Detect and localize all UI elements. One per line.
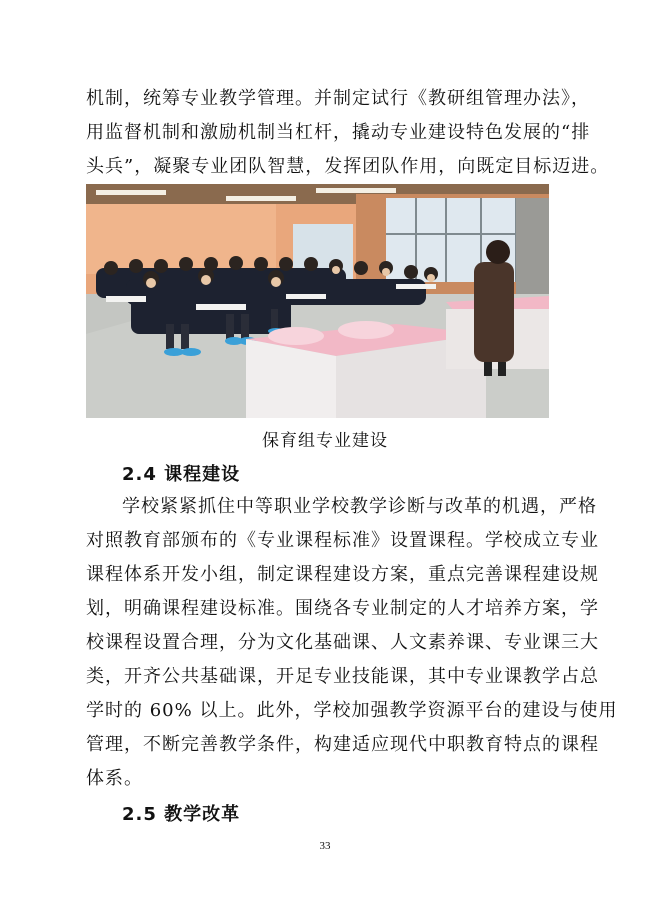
classroom-photo bbox=[86, 184, 549, 418]
text-line: 管理，不断完善教学条件，构建适应现代中职教育特点的课程 bbox=[86, 734, 599, 755]
photo-caption: 保育组专业建设 bbox=[262, 431, 388, 451]
text-line: 校课程设置合理，分为文化基础课、人文素养课、专业课三大 bbox=[86, 632, 599, 653]
text-line: 学校紧紧抓住中等职业学校教学诊断与改革的机遇，严格 bbox=[122, 496, 597, 517]
section-heading-2-5: 2.5 教学改革 bbox=[122, 804, 241, 825]
text-line: 划，明确课程建设标准。围绕各专业制定的人才培养方案，学 bbox=[86, 598, 599, 619]
paragraph-2-4 bbox=[86, 490, 618, 796]
text-line: 对照教育部颁布的《专业课程标准》设置课程。学校成立专业 bbox=[86, 530, 599, 551]
text-line: 机制，统筹专业教学管理。并制定试行《教研组管理办法》， bbox=[86, 88, 590, 109]
page-number: 33 bbox=[319, 840, 331, 852]
text-line: 课程体系开发小组，制定课程建设方案，重点完善课程建设规 bbox=[86, 564, 599, 585]
text-line: 体系。 bbox=[86, 768, 143, 789]
paragraph-top bbox=[86, 82, 610, 184]
text-line: 头兵”，凝聚专业团队智慧，发挥团队作用，向既定目标迈进。 bbox=[86, 156, 610, 177]
text-line: 用监督机制和激励机制当杠杆，撬动专业建设特色发展的“排 bbox=[86, 122, 591, 143]
section-heading-2-4: 2.4 课程建设 bbox=[122, 464, 241, 485]
text-line: 学时的 60% 以上。此外，学校加强教学资源平台的建设与使用 bbox=[86, 700, 618, 721]
text-line: 类，开齐公共基础课，开足专业技能课，其中专业课教学占总 bbox=[86, 666, 599, 687]
classroom-illustration bbox=[86, 184, 549, 418]
